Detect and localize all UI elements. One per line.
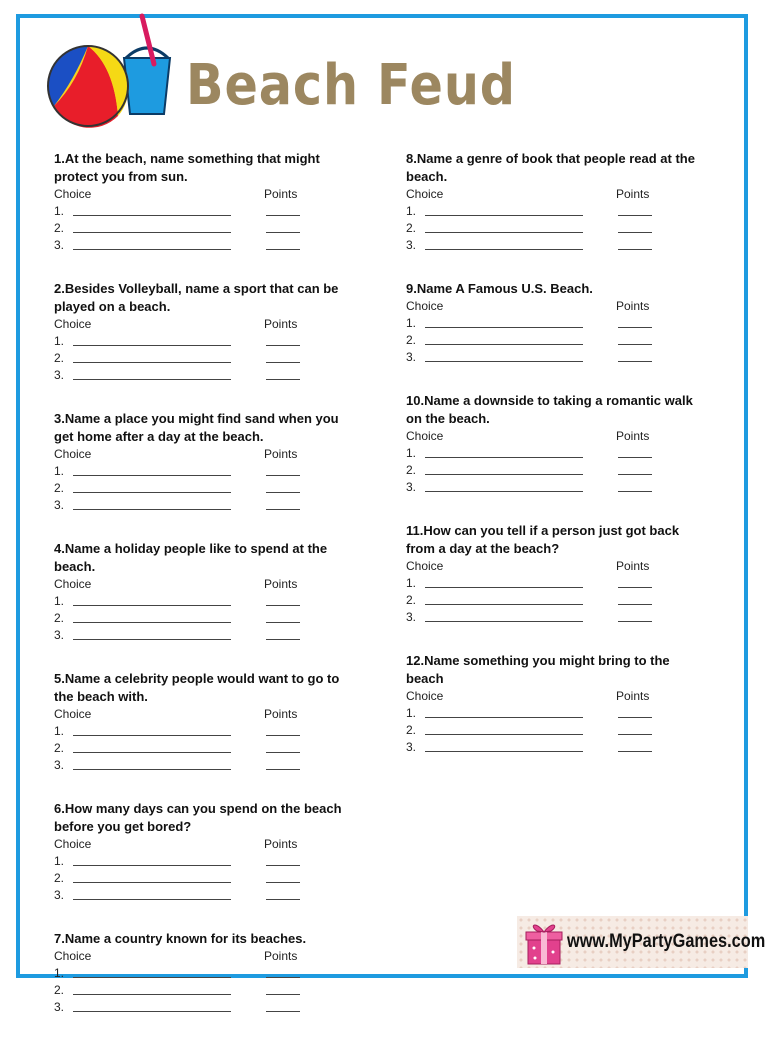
answer-row[interactable]	[54, 480, 354, 497]
choice-blank[interactable]	[73, 379, 231, 380]
points-label: Points	[264, 447, 298, 461]
answer-number: 2.	[406, 593, 417, 607]
choice-blank[interactable]	[73, 215, 231, 216]
answer-row[interactable]	[406, 705, 706, 722]
answer-number: 3.	[54, 628, 65, 642]
answer-row[interactable]	[54, 220, 354, 237]
question-text: 6.How many days can you spend on the beach before you get bored?	[54, 801, 342, 834]
points-blank[interactable]	[618, 249, 652, 250]
answer-number: 1.	[406, 576, 417, 590]
question-5	[54, 670, 354, 774]
points-blank[interactable]	[266, 622, 300, 623]
answer-row[interactable]	[406, 203, 706, 220]
answer-row[interactable]	[406, 220, 706, 237]
choice-blank[interactable]	[73, 882, 231, 883]
points-blank[interactable]	[266, 492, 300, 493]
question-text: 3.Name a place you might find sand when you get home after a day at the beach.	[54, 411, 339, 444]
choice-blank[interactable]	[73, 232, 231, 233]
question-4	[54, 540, 354, 644]
answer-header	[54, 186, 354, 203]
answer-header	[406, 558, 706, 575]
choice-blank[interactable]	[425, 249, 583, 250]
answer-number: 3.	[54, 1000, 65, 1014]
points-blank[interactable]	[618, 491, 652, 492]
answer-number: 3.	[406, 238, 417, 252]
answer-number: 1.	[54, 966, 65, 980]
choice-blank[interactable]	[73, 639, 231, 640]
question-text: 10.Name a downside to taking a romantic walk on the beach.	[406, 393, 693, 426]
questions-left-column	[54, 150, 354, 1042]
answer-row[interactable]	[54, 367, 354, 384]
answer-number: 3.	[54, 888, 65, 902]
answer-number: 2.	[406, 221, 417, 235]
choice-blank[interactable]	[425, 327, 583, 328]
question-3	[54, 410, 354, 514]
answer-header	[54, 948, 354, 965]
choice-blank[interactable]	[73, 769, 231, 770]
choice-label: Choice	[406, 187, 444, 201]
answer-number: 2.	[54, 481, 65, 495]
answer-row[interactable]	[54, 999, 354, 1016]
points-blank[interactable]	[618, 621, 652, 622]
question-text: 4.Name a holiday people like to spend at the beach.	[54, 541, 328, 574]
answer-number: 2.	[406, 463, 417, 477]
points-blank[interactable]	[266, 639, 300, 640]
choice-blank[interactable]	[73, 865, 231, 866]
answer-header	[54, 706, 354, 723]
answer-row[interactable]	[54, 870, 354, 887]
choice-blank[interactable]	[425, 457, 583, 458]
points-label: Points	[264, 577, 298, 591]
choice-blank[interactable]	[425, 717, 583, 718]
points-label: Points	[616, 689, 650, 703]
choice-blank[interactable]	[73, 492, 231, 493]
points-blank[interactable]	[266, 362, 300, 363]
choice-blank[interactable]	[425, 604, 583, 605]
question-10	[406, 392, 706, 496]
points-blank[interactable]	[266, 977, 300, 978]
gift-box-icon	[525, 918, 563, 966]
answer-row[interactable]	[406, 445, 706, 462]
answer-number: 3.	[406, 480, 417, 494]
beach-ball-and-bucket-icon	[44, 10, 176, 130]
choice-label: Choice	[54, 577, 92, 591]
answer-row[interactable]	[54, 982, 354, 999]
answer-header	[406, 428, 706, 445]
answer-header	[54, 316, 354, 333]
answer-row[interactable]	[406, 722, 706, 739]
points-blank[interactable]	[618, 734, 652, 735]
answer-number: 2.	[54, 741, 65, 755]
answer-row[interactable]	[54, 237, 354, 254]
points-label: Points	[616, 429, 650, 443]
choice-blank[interactable]	[73, 752, 231, 753]
answer-row[interactable]	[54, 463, 354, 480]
points-label: Points	[264, 187, 298, 201]
choice-blank[interactable]	[73, 362, 231, 363]
choice-blank[interactable]	[73, 1011, 231, 1012]
answer-header	[406, 298, 706, 315]
points-blank[interactable]	[618, 474, 652, 475]
choice-blank[interactable]	[425, 215, 583, 216]
answer-row[interactable]	[54, 497, 354, 514]
page-title: Beach Feud	[186, 53, 516, 118]
points-blank[interactable]	[266, 215, 300, 216]
points-blank[interactable]	[266, 865, 300, 866]
answer-number: 1.	[54, 464, 65, 478]
points-blank[interactable]	[266, 232, 300, 233]
answer-number: 1.	[54, 334, 65, 348]
points-blank[interactable]	[266, 605, 300, 606]
question-7	[54, 930, 354, 1016]
choice-blank[interactable]	[425, 232, 583, 233]
choice-label: Choice	[54, 707, 92, 721]
question-text: 11.How can you tell if a person just got back from a day at the beach?	[406, 523, 680, 556]
question-12	[406, 652, 706, 756]
answer-number: 1.	[54, 724, 65, 738]
choice-label: Choice	[406, 559, 444, 573]
answer-header	[406, 688, 706, 705]
points-label: Points	[616, 187, 650, 201]
choice-blank[interactable]	[73, 345, 231, 346]
choice-label: Choice	[406, 299, 444, 313]
answer-number: 2.	[54, 351, 65, 365]
answer-number: 1.	[54, 594, 65, 608]
answer-number: 2.	[54, 871, 65, 885]
points-blank[interactable]	[266, 769, 300, 770]
choice-blank[interactable]	[73, 605, 231, 606]
answer-row[interactable]	[54, 853, 354, 870]
answer-row[interactable]	[54, 723, 354, 740]
points-blank[interactable]	[618, 604, 652, 605]
answer-row[interactable]	[54, 887, 354, 904]
choice-blank[interactable]	[425, 344, 583, 345]
answer-number: 2.	[54, 221, 65, 235]
answer-row[interactable]	[406, 479, 706, 496]
website-url[interactable]: www.MyPartyGames.com	[567, 931, 766, 952]
answer-header	[54, 836, 354, 853]
answer-row[interactable]	[54, 740, 354, 757]
answer-header	[54, 446, 354, 463]
questions-right-column	[406, 150, 706, 782]
question-text: 7.Name a country known for its beaches.	[54, 931, 307, 946]
answer-row[interactable]	[54, 610, 354, 627]
question-9	[406, 280, 706, 366]
choice-label: Choice	[54, 447, 92, 461]
answer-number: 3.	[54, 498, 65, 512]
points-blank[interactable]	[618, 344, 652, 345]
points-blank[interactable]	[618, 232, 652, 233]
choice-blank[interactable]	[425, 474, 583, 475]
answer-row[interactable]	[406, 332, 706, 349]
question-text: 1.At the beach, name something that might protect you from sun.	[54, 151, 320, 184]
answer-row[interactable]	[54, 203, 354, 220]
points-label: Points	[616, 299, 650, 313]
answer-row[interactable]	[406, 739, 706, 756]
points-blank[interactable]	[266, 1011, 300, 1012]
choice-label: Choice	[406, 689, 444, 703]
question-1	[54, 150, 354, 254]
answer-number: 1.	[54, 854, 65, 868]
answer-row[interactable]	[54, 627, 354, 644]
choice-blank[interactable]	[73, 899, 231, 900]
points-blank[interactable]	[266, 345, 300, 346]
answer-row[interactable]	[54, 593, 354, 610]
points-blank[interactable]	[266, 882, 300, 883]
choice-blank[interactable]	[425, 587, 583, 588]
answer-row[interactable]	[406, 575, 706, 592]
answer-row[interactable]	[406, 462, 706, 479]
choice-label: Choice	[54, 187, 92, 201]
answer-row[interactable]	[54, 965, 354, 982]
answer-number: 1.	[406, 706, 417, 720]
points-label: Points	[264, 837, 298, 851]
points-blank[interactable]	[266, 899, 300, 900]
answer-header	[406, 186, 706, 203]
answer-number: 3.	[406, 350, 417, 364]
question-8	[406, 150, 706, 254]
points-blank[interactable]	[618, 361, 652, 362]
choice-blank[interactable]	[73, 735, 231, 736]
points-blank[interactable]	[618, 717, 652, 718]
question-text: 2.Besides Volleyball, name a sport that can be played on a beach.	[54, 281, 339, 314]
points-label: Points	[264, 317, 298, 331]
points-label: Points	[264, 949, 298, 963]
answer-number: 3.	[54, 368, 65, 382]
choice-blank[interactable]	[425, 751, 583, 752]
answer-number: 2.	[54, 611, 65, 625]
choice-blank[interactable]	[73, 977, 231, 978]
answer-row[interactable]	[54, 757, 354, 774]
points-blank[interactable]	[618, 587, 652, 588]
choice-blank[interactable]	[73, 994, 231, 995]
choice-label: Choice	[54, 949, 92, 963]
question-11	[406, 522, 706, 626]
choice-label: Choice	[406, 429, 444, 443]
answer-number: 2.	[406, 723, 417, 737]
choice-blank[interactable]	[425, 491, 583, 492]
answer-number: 2.	[54, 983, 65, 997]
points-label: Points	[264, 707, 298, 721]
question-6	[54, 800, 354, 904]
points-blank[interactable]	[266, 994, 300, 995]
choice-blank[interactable]	[73, 509, 231, 510]
choice-blank[interactable]	[73, 622, 231, 623]
question-2	[54, 280, 354, 384]
choice-blank[interactable]	[425, 361, 583, 362]
answer-row[interactable]	[406, 237, 706, 254]
answer-row[interactable]	[406, 349, 706, 366]
answer-row[interactable]	[406, 315, 706, 332]
answer-number: 1.	[406, 204, 417, 218]
answer-number: 1.	[54, 204, 65, 218]
answer-row[interactable]	[406, 592, 706, 609]
answer-number: 3.	[406, 740, 417, 754]
choice-blank[interactable]	[73, 249, 231, 250]
question-text: 8.Name a genre of book that people read at the beach.	[406, 151, 695, 184]
points-blank[interactable]	[266, 735, 300, 736]
points-blank[interactable]	[266, 379, 300, 380]
choice-label: Choice	[54, 837, 92, 851]
points-blank[interactable]	[618, 751, 652, 752]
answer-number: 3.	[54, 758, 65, 772]
choice-blank[interactable]	[73, 475, 231, 476]
question-text: 5.Name a celebrity people would want to go to the beach with.	[54, 671, 340, 704]
answer-number: 3.	[406, 610, 417, 624]
points-blank[interactable]	[266, 475, 300, 476]
website-banner	[517, 916, 766, 968]
question-text: 9.Name A Famous U.S. Beach.	[406, 281, 593, 296]
answer-row[interactable]	[406, 609, 706, 626]
choice-label: Choice	[54, 317, 92, 331]
choice-blank[interactable]	[425, 621, 583, 622]
answer-number: 1.	[406, 446, 417, 460]
answer-number: 3.	[54, 238, 65, 252]
answer-row[interactable]	[54, 350, 354, 367]
points-blank[interactable]	[618, 457, 652, 458]
question-text: 12.Name something you might bring to the beach	[406, 653, 670, 686]
points-blank[interactable]	[618, 215, 652, 216]
answer-number: 2.	[406, 333, 417, 347]
answer-row[interactable]	[54, 333, 354, 350]
points-label: Points	[616, 559, 650, 573]
answer-number: 1.	[406, 316, 417, 330]
points-blank[interactable]	[266, 249, 300, 250]
answer-header	[54, 576, 354, 593]
points-blank[interactable]	[266, 752, 300, 753]
points-blank[interactable]	[618, 327, 652, 328]
points-blank[interactable]	[266, 509, 300, 510]
choice-blank[interactable]	[425, 734, 583, 735]
